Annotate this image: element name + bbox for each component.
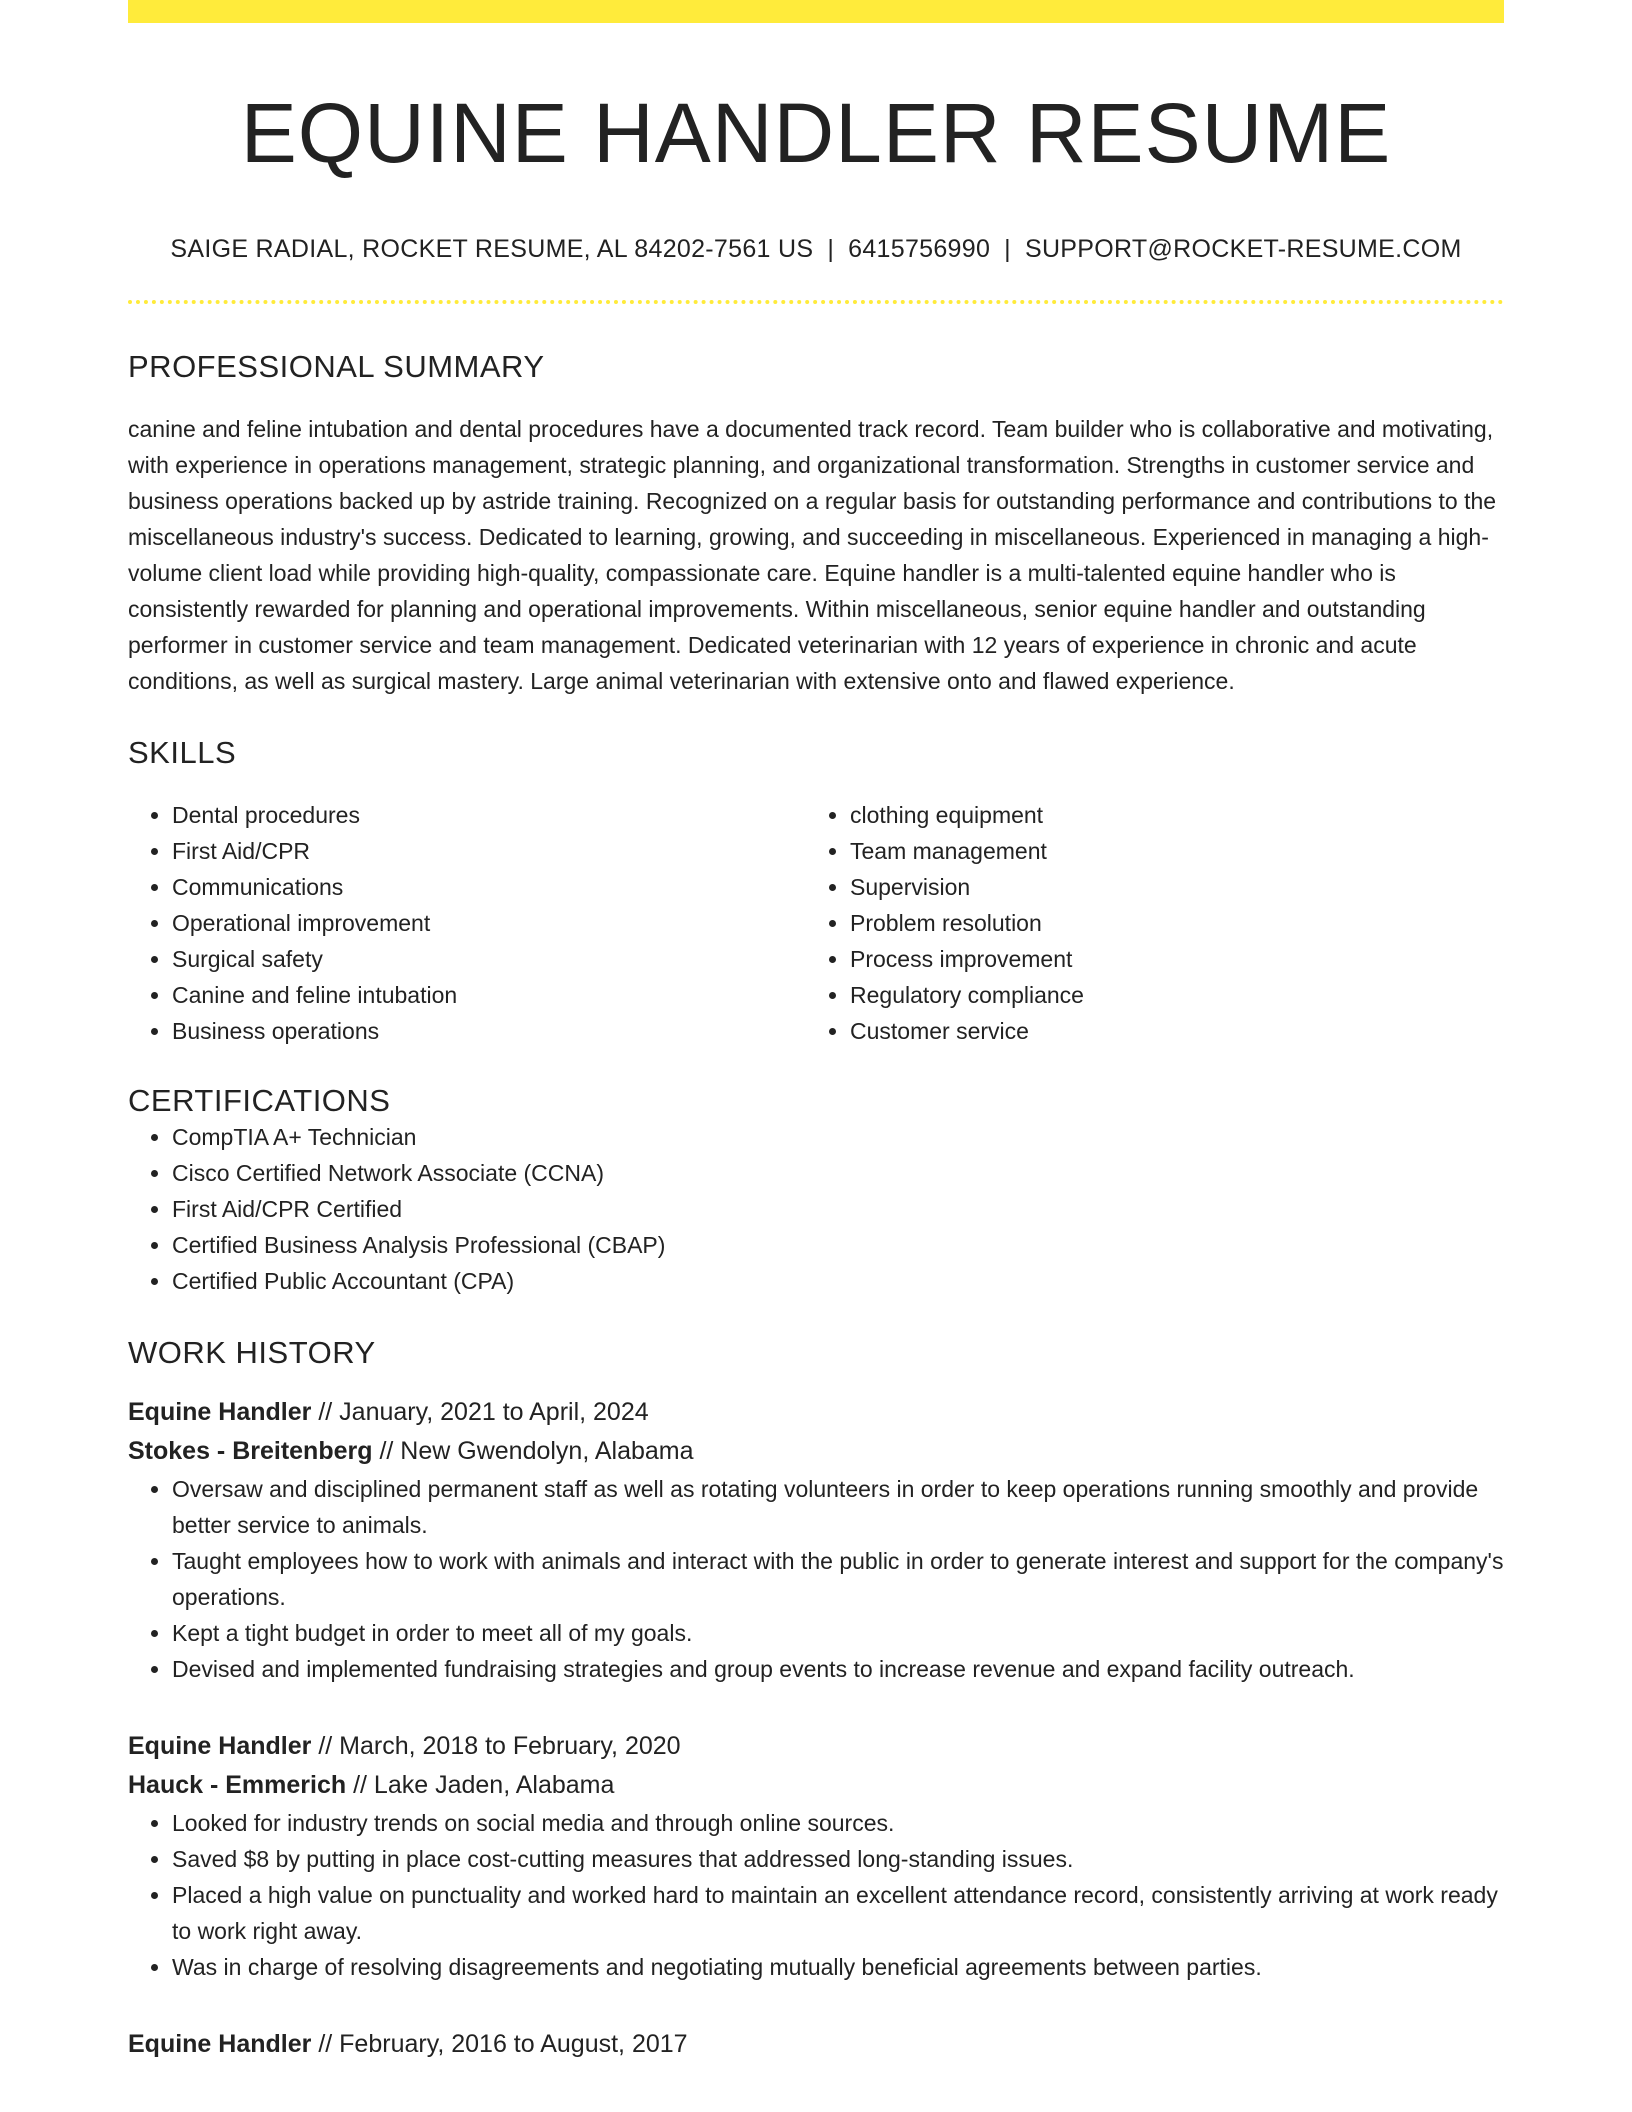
job-location: // New Gwendolyn, Alabama bbox=[379, 1437, 694, 1466]
list-item: • Surgical safety bbox=[172, 941, 806, 977]
list-item: • Placed a high value on punctuality and worked hard to maintain an excellent attendance record, consistently arriving at work ready to work right away. bbox=[172, 1877, 1504, 1949]
job-company: Stokes - Breitenberg bbox=[128, 1437, 373, 1466]
list-item: • First Aid/CPR Certified bbox=[172, 1191, 1504, 1227]
contact-phone: 6415756990 bbox=[848, 235, 991, 264]
contact-address: SAIGE RADIAL, ROCKET RESUME, AL 84202-7561 US bbox=[170, 235, 814, 264]
list-item: • Team management bbox=[850, 833, 1484, 869]
list-item: • Certified Public Accountant (CPA) bbox=[172, 1263, 1504, 1299]
list-item: • Supervision bbox=[850, 869, 1484, 905]
page-title: EQUINE HANDLER RESUME bbox=[240, 86, 1392, 180]
job-company-line bbox=[128, 1432, 1504, 1471]
job-dates: // March, 2018 to February, 2020 bbox=[318, 1732, 681, 1761]
resume-page bbox=[128, 0, 1504, 2064]
list-item: • Taught employees how to work with animals and interact with the public in order to generate interest and support for the company's operations. bbox=[172, 1543, 1504, 1615]
list-item: • Certified Business Analysis Professional (CBAP) bbox=[172, 1227, 1504, 1263]
certifications-heading: CERTIFICATIONS bbox=[128, 1083, 391, 1119]
job-role: Equine Handler bbox=[128, 1398, 312, 1427]
list-item: • Oversaw and disciplined permanent staff as well as rotating volunteers in order to keep operations running smoothly and provide better service to animals. bbox=[172, 1471, 1504, 1543]
list-item: • Was in charge of resolving disagreements and negotiating mutually beneficial agreements between parties. bbox=[172, 1949, 1504, 1985]
list-item: • clothing equipment bbox=[850, 797, 1484, 833]
list-item: • Process improvement bbox=[850, 941, 1484, 977]
dotted-divider bbox=[128, 300, 1504, 304]
accent-bar bbox=[128, 0, 1504, 23]
skills-grid bbox=[128, 797, 1504, 1049]
list-item: • Dental procedures bbox=[172, 797, 806, 833]
list-item: • Looked for industry trends on social media and through online sources. bbox=[172, 1805, 1504, 1841]
list-item: • Saved $8 by putting in place cost-cutting measures that addressed long-standing issues. bbox=[172, 1841, 1504, 1877]
contact-email: SUPPORT@ROCKET-RESUME.COM bbox=[1024, 235, 1462, 264]
job-dates: // February, 2016 to August, 2017 bbox=[318, 2030, 688, 2059]
work-history-heading: WORK HISTORY bbox=[128, 1335, 376, 1371]
skills-list-left bbox=[128, 797, 806, 1049]
job-dates: // January, 2021 to April, 2024 bbox=[318, 1398, 649, 1427]
job-entry bbox=[128, 1393, 1504, 1687]
list-item: • Cisco Certified Network Associate (CCNA) bbox=[172, 1155, 1504, 1191]
certifications-list bbox=[128, 1119, 1504, 1299]
skills-column-left bbox=[128, 797, 806, 1049]
skills-column-right bbox=[806, 797, 1484, 1049]
job-company-line bbox=[128, 1766, 1504, 1805]
contact-separator: | bbox=[827, 235, 835, 264]
list-item: • Problem resolution bbox=[850, 905, 1484, 941]
list-item: • Operational improvement bbox=[172, 905, 806, 941]
list-item: • Canine and feline intubation bbox=[172, 977, 806, 1013]
list-item: • Business operations bbox=[172, 1013, 806, 1049]
job-bullets bbox=[128, 1471, 1504, 1687]
job-entry bbox=[128, 2025, 1504, 2064]
list-item: • Devised and implemented fundraising strategies and group events to increase revenue and expand facility outreach. bbox=[172, 1651, 1504, 1687]
job-role-line bbox=[128, 1727, 1504, 1766]
skills-heading: SKILLS bbox=[128, 735, 237, 771]
job-role-line bbox=[128, 1393, 1504, 1432]
contact-separator: | bbox=[1004, 235, 1011, 264]
job-role: Equine Handler bbox=[128, 2030, 312, 2059]
job-location: // Lake Jaden, Alabama bbox=[353, 1771, 615, 1800]
list-item: • CompTIA A+ Technician bbox=[172, 1119, 1504, 1155]
job-role: Equine Handler bbox=[128, 1732, 312, 1761]
job-bullets bbox=[128, 1805, 1504, 1985]
summary-heading: PROFESSIONAL SUMMARY bbox=[128, 349, 545, 385]
summary-text: canine and feline intubation and dental procedures have a documented track record. Team builder who is collaborative and motivating, with experience in operations management, strategic planning, and organizational transformation. Strengths in customer service and business operations backed up by astride training. Recognized on a regular basis for outstanding performance and contributions to the miscellaneous industry's success. Dedicated to learning, growing, and succeeding in miscellaneous. Experienced in managing a high-volume client load while providing high-quality, compassionate care. Equine handler is a multi-talented equine handler who is consistently rewarded for planning and operational improvements. Within miscellaneous, senior equine handler and outstanding performer in customer service and team management. Dedicated veterinarian with 12 years of experience in chronic and acute conditions, as well as surgical mastery. Large animal veterinarian with extensive onto and flawed experience. bbox=[128, 416, 1497, 695]
job-entry bbox=[128, 1727, 1504, 1985]
job-company: Hauck - Emmerich bbox=[128, 1771, 347, 1800]
job-role-line bbox=[128, 2025, 1504, 2064]
list-item: • Kept a tight budget in order to meet all of my goals. bbox=[172, 1615, 1504, 1651]
list-item: • Customer service bbox=[850, 1013, 1484, 1049]
list-item: • First Aid/CPR bbox=[172, 833, 806, 869]
contact-line bbox=[128, 235, 1504, 264]
list-item: • Communications bbox=[172, 869, 806, 905]
list-item: • Regulatory compliance bbox=[850, 977, 1484, 1013]
skills-list-right bbox=[806, 797, 1484, 1049]
